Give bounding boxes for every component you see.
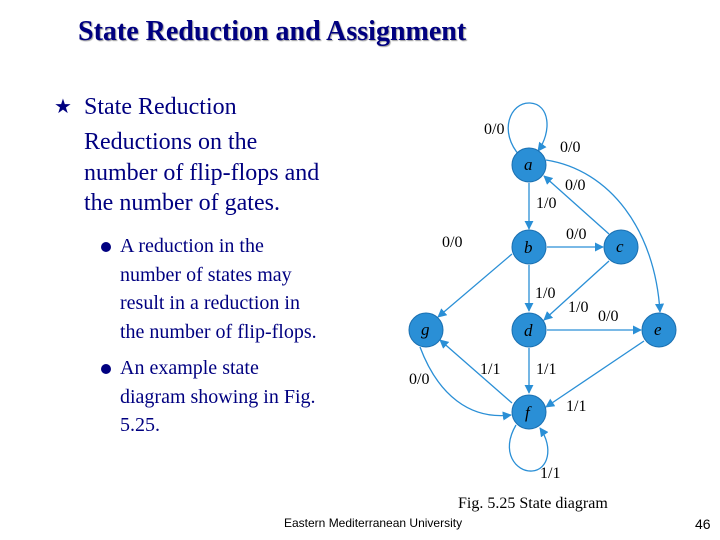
edge-label: 1/1 — [540, 465, 561, 482]
text-line: 5.25. — [120, 414, 160, 436]
edge-label: 1/0 — [536, 195, 557, 212]
state-c — [604, 230, 638, 264]
edge-label: 1/1 — [566, 398, 587, 415]
text-line: Reductions on the — [84, 129, 258, 155]
star-bullet-icon: ★ — [54, 96, 72, 118]
edge-b-g — [438, 254, 512, 317]
svg-text:c: c — [616, 237, 624, 256]
edge-label: 0/0 — [484, 121, 505, 138]
text-line: the number of flip-flops. — [120, 320, 317, 343]
footer-text: Eastern Mediterranean University — [284, 516, 463, 530]
text-line: A reduction in the — [120, 235, 264, 257]
edge-label: 1/1 — [536, 361, 557, 378]
state-f — [512, 395, 546, 429]
state-b — [512, 230, 546, 264]
main-bullet-heading: State Reduction — [84, 94, 237, 120]
edge-label: 0/0 — [566, 226, 587, 243]
edge-label: 0/0 — [560, 139, 581, 156]
text-line: result in a reduction in — [120, 292, 300, 314]
svg-text:g: g — [421, 320, 430, 339]
svg-text:a: a — [524, 155, 533, 174]
text-line: number of states may — [120, 263, 292, 286]
svg-text:f: f — [525, 403, 530, 422]
svg-text:b: b — [524, 238, 533, 257]
state-g — [409, 313, 443, 347]
edge-f-g — [440, 340, 512, 403]
edge-label: 1/0 — [535, 285, 556, 302]
edge-label: 0/0 — [598, 308, 619, 325]
state-d — [512, 313, 546, 347]
edge-e-f — [546, 341, 644, 407]
edge-g-f — [420, 347, 511, 416]
edge-a-e — [546, 160, 660, 312]
edge-label: 0/0 — [409, 371, 430, 388]
figure-caption: Fig. 5.25 State diagram — [458, 495, 608, 512]
page-number: 46 — [695, 516, 711, 532]
edge-label: 0/0 — [565, 177, 586, 194]
state-a — [512, 148, 546, 182]
svg-text:d: d — [524, 321, 533, 340]
slide-title: State Reduction and Assignment — [78, 16, 467, 47]
edge-label: 0/0 — [442, 234, 463, 251]
text-line: diagram showing in Fig. — [120, 385, 316, 408]
state-e — [642, 313, 676, 347]
edge-label: 1/0 — [568, 299, 589, 316]
svg-text:e: e — [654, 320, 662, 339]
text-line: An example state — [120, 357, 259, 379]
text-line: the number of gates. — [84, 190, 280, 216]
edge-label: 1/1 — [480, 361, 501, 378]
text-line: number of flip-flops and — [84, 159, 320, 186]
